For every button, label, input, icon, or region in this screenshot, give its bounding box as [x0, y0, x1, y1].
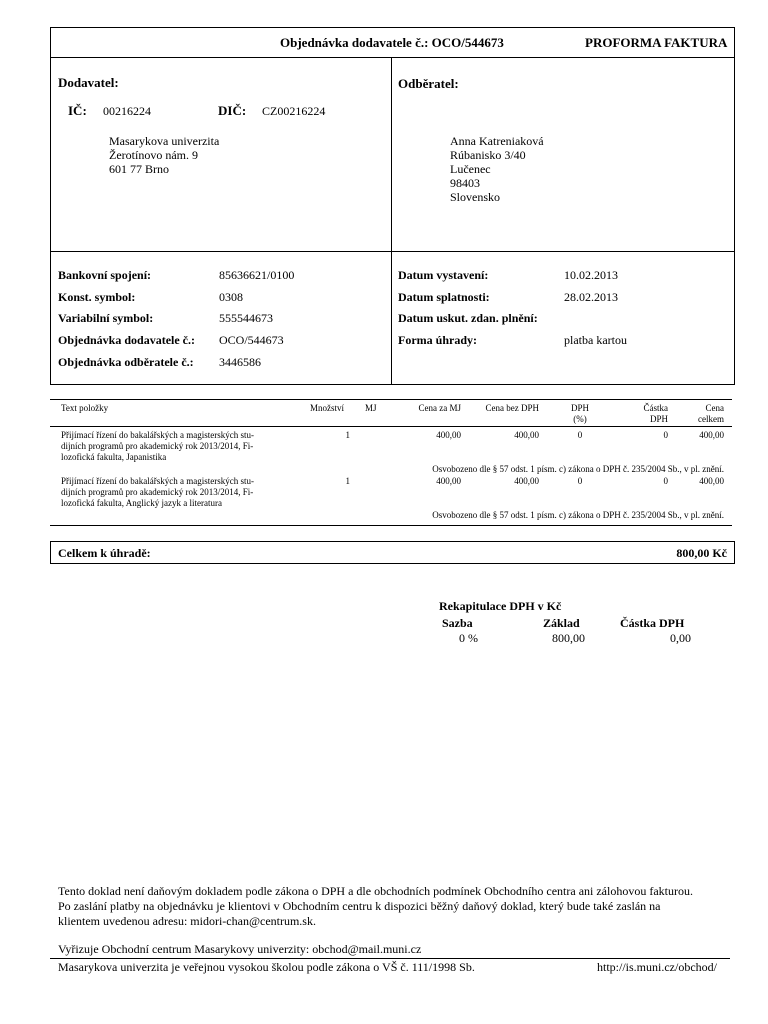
row-price-no-vat: 400,00 [514, 476, 539, 486]
footer-legal-note: Masarykova univerzita je veřejnou vysokou školou podle zákona o VŠ č. 111/1998 Sb. [58, 960, 475, 974]
bank-account-label: Bankovní spojení: [58, 268, 152, 282]
footer-disclaimer [58, 884, 728, 929]
table-row-text [61, 476, 301, 509]
row-text-line: lozofická fakulta, Anglický jazyk a literatura [61, 498, 222, 508]
variable-symbol-value: 555544673 [219, 311, 273, 325]
due-date-label: Datum splatnosti: [398, 290, 490, 304]
total-label: Celkem k úhradě: [58, 546, 151, 560]
footer-handled-by: Vyřizuje Obchodní centrum Masarykovy univerzity: obchod@mail.muni.cz [58, 942, 422, 956]
row-text-line: Přijímací řízení do bakalářských a magisterských stu- [61, 430, 254, 440]
supplier-order-label: Objednávka dodavatele č.: [58, 333, 196, 347]
taxable-date-label: Datum uskut. zdan. plnění: [398, 311, 538, 325]
supplier-address-line: Žerotínovo nám. 9 [109, 148, 198, 162]
variable-symbol-label: Variabilní symbol: [58, 311, 154, 325]
col-header-unit-price: Cena za MJ [418, 403, 461, 413]
row-vat-pct: 0 [577, 476, 583, 486]
vat-recap-rate: 0 % [459, 631, 478, 645]
customer-order-value: 3446586 [219, 355, 261, 369]
row-text-line: dijních programů pro akademický rok 2013/2014, Fi- [61, 441, 254, 451]
row-total: 400,00 [699, 430, 724, 440]
col-header-vat-amount-line: DPH [649, 414, 668, 424]
supplier-ic-label: IČ: [68, 103, 87, 118]
row-qty: 1 [345, 476, 350, 486]
header-divider [50, 57, 735, 58]
row-vat-pct: 0 [577, 430, 583, 440]
vat-recap-rate-header: Sazba [442, 616, 473, 630]
row-text-line: lozofická fakulta, Japanistika [61, 452, 167, 462]
row-vat-amount: 0 [663, 476, 668, 486]
col-header-vat-pct [560, 403, 600, 425]
supplier-address [109, 134, 219, 176]
supplier-address-line: 601 77 Brno [109, 162, 169, 176]
footer-disclaimer-line: klientem uvedenou adresu: midori-chan@centrum.sk. [58, 914, 316, 928]
col-header-text: Text položky [61, 403, 109, 413]
customer-heading: Odběratel: [398, 76, 459, 91]
vat-recap-vat-header: Částka DPH [620, 616, 685, 630]
issue-date-value: 10.02.2013 [564, 268, 618, 282]
supplier-dic-label: DIČ: [218, 103, 247, 118]
row-text-line: Přijímací řízení do bakalářských a magisterských stu- [61, 476, 254, 486]
customer-address-line: 98403 [450, 176, 480, 190]
row-qty: 1 [345, 430, 350, 440]
customer-address-line: Lučenec [450, 162, 491, 176]
bank-account-value: 85636621/0100 [219, 268, 295, 282]
constant-symbol-value: 0308 [219, 290, 243, 304]
vat-recap-base: 800,00 [552, 631, 585, 645]
col-header-total [680, 403, 724, 425]
row-vat-exemption-note: Osvobozeno dle § 57 odst. 1 písm. c) zákona o DPH č. 235/2004 Sb., v pl. znění. [432, 510, 724, 520]
footer-rule [50, 958, 730, 959]
table-header-rule [50, 426, 732, 427]
payment-method-label: Forma úhrady: [398, 333, 477, 347]
vat-recap-base-header: Základ [543, 616, 580, 630]
row-vat-exemption-note: Osvobozeno dle § 57 odst. 1 písm. c) zákona o DPH č. 235/2004 Sb., v pl. znění. [432, 464, 724, 474]
table-top-rule [50, 399, 732, 400]
issue-date-label: Datum vystavení: [398, 268, 489, 282]
customer-address [450, 134, 544, 204]
document-title: PROFORMA FAKTURA [585, 35, 728, 50]
row-vat-amount: 0 [663, 430, 668, 440]
col-header-unit: MJ [365, 403, 377, 413]
col-header-price-no-vat: Cena bez DPH [485, 403, 539, 413]
customer-address-line: Anna Katreniaková [450, 134, 544, 148]
supplier-ic-value: 00216224 [103, 104, 151, 118]
customer-order-label: Objednávka odběratele č.: [58, 355, 194, 369]
footer-url: http://is.muni.cz/obchod/ [597, 960, 717, 974]
row-unit-price: 400,00 [436, 476, 461, 486]
supplier-order-number: Objednávka dodavatele č.: OCO/544673 [280, 35, 504, 50]
row-text-line: dijních programů pro akademický rok 2013/2014, Fi- [61, 487, 254, 497]
col-header-vat-amount-line: Částka [643, 403, 668, 413]
vat-recap-vat: 0,00 [670, 631, 691, 645]
payment-divider [391, 251, 392, 385]
party-divider [391, 57, 392, 252]
payment-method-value: platba kartou [564, 333, 627, 347]
col-header-qty: Množství [310, 403, 345, 413]
col-header-total-line: celkem [698, 414, 724, 424]
footer-disclaimer-line: Po zaslání platby na objednávku je klientovi v Obchodním centru k dispozici běžný daňový doklad, který bude také zaslán na [58, 899, 661, 913]
supplier-dic-value: CZ00216224 [262, 104, 326, 118]
row-price-no-vat: 400,00 [514, 430, 539, 440]
supplier-address-line: Masarykova univerzita [109, 134, 220, 148]
table-row-text [61, 430, 301, 463]
vat-recap-title: Rekapitulace DPH v Kč [439, 599, 562, 613]
row-total: 400,00 [699, 476, 724, 486]
total-value: 800,00 Kč [676, 546, 727, 560]
due-date-value: 28.02.2013 [564, 290, 618, 304]
table-bottom-rule [50, 525, 732, 526]
customer-address-line: Slovensko [450, 190, 501, 204]
supplier-order-value: OCO/544673 [219, 333, 284, 347]
constant-symbol-label: Konst. symbol: [58, 290, 136, 304]
col-header-total-line: Cena [705, 403, 724, 413]
row-unit-price: 400,00 [436, 430, 461, 440]
footer-disclaimer-line: Tento doklad není daňovým dokladem podle zákona o DPH a dle obchodních podmínek Obchodního centra ani zálohovou fakturou. [58, 884, 693, 898]
col-header-vat-pct-line: DPH [570, 403, 589, 413]
col-header-vat-amount [620, 403, 668, 425]
customer-address-line: Rúbanisko 3/40 [450, 148, 526, 162]
supplier-heading: Dodavatel: [58, 75, 119, 90]
col-header-vat-pct-line: (%) [573, 414, 587, 424]
